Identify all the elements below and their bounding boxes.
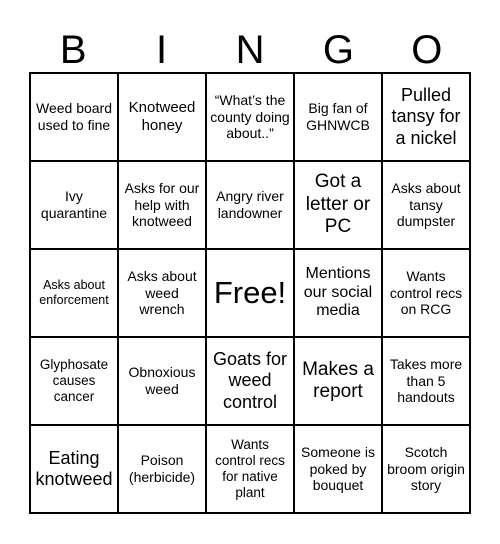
bingo-cell-r2-c4[interactable] <box>294 161 382 249</box>
bingo-cell-r5-c4[interactable] <box>294 425 382 513</box>
bingo-cell-r1-c1[interactable] <box>30 73 118 161</box>
bingo-cell-r3-c1[interactable] <box>30 249 118 337</box>
bingo-cell-r4-c5[interactable] <box>382 337 470 425</box>
bingo-cell-r5-c5[interactable] <box>382 425 470 513</box>
cell-label: “What’s the county doing about..” <box>210 92 290 142</box>
cell-label: Goats for weed control <box>212 349 288 412</box>
bingo-header <box>29 28 471 72</box>
bingo-cell-r3-c5[interactable] <box>382 249 470 337</box>
cell-label: Eating knotweed <box>35 447 113 489</box>
header-letter-n: N <box>235 28 265 72</box>
header-letter-b: B <box>59 28 87 72</box>
cell-label: Big fan of GHNWCB <box>306 100 370 133</box>
free-space-label: Free! <box>213 274 287 310</box>
cell-label: Knotweed honey <box>128 99 196 134</box>
cell-label: Poison (herbicide) <box>128 452 196 485</box>
cell-label: Asks about enforcement <box>39 278 109 307</box>
cell-label: Got a letter or PC <box>305 171 371 238</box>
header-letter-g: G <box>322 28 354 72</box>
bingo-cell-r5-c1[interactable] <box>30 425 118 513</box>
bingo-cell-r1-c5[interactable] <box>382 73 470 161</box>
bingo-cell-r2-c3[interactable] <box>206 161 294 249</box>
cell-label: Scotch broom origin story <box>387 444 465 494</box>
cell-label: Makes a report <box>302 358 374 402</box>
bingo-cell-r5-c3[interactable] <box>206 425 294 513</box>
bingo-cell-r1-c2[interactable] <box>118 73 206 161</box>
bingo-cell-r3-c4[interactable] <box>294 249 382 337</box>
cell-label: Wants control recs for native plant <box>215 437 285 500</box>
cell-label: Ivy quarantine <box>40 188 108 221</box>
cell-label: Angry river landowner <box>216 188 284 221</box>
bingo-cell-r2-c1[interactable] <box>30 161 118 249</box>
cell-label: Pulled tansy for a nickel <box>391 85 461 148</box>
cell-label: Obnoxious weed <box>128 364 196 397</box>
header-letter-i: I <box>156 28 168 72</box>
cell-label: Asks about weed wrench <box>127 268 197 318</box>
bingo-cell-r2-c2[interactable] <box>118 161 206 249</box>
bingo-cell-free-space[interactable] <box>206 249 294 337</box>
cell-label: Glyphosate causes cancer <box>39 357 109 404</box>
cell-label: Takes more than 5 handouts <box>389 356 463 406</box>
bingo-cell-r4-c2[interactable] <box>118 337 206 425</box>
cell-label: Wants control recs on RCG <box>389 268 463 318</box>
cell-label: Weed board used to fine <box>35 100 112 133</box>
cell-label: Someone is poked by bouquet <box>301 444 375 494</box>
bingo-cell-r3-c2[interactable] <box>118 249 206 337</box>
bingo-card-grid <box>29 72 471 514</box>
bingo-cell-r1-c3[interactable] <box>206 73 294 161</box>
bingo-cell-r5-c2[interactable] <box>118 425 206 513</box>
bingo-cell-r4-c1[interactable] <box>30 337 118 425</box>
cell-label: Asks for our help with knotweed <box>124 180 200 230</box>
bingo-cell-r2-c5[interactable] <box>382 161 470 249</box>
bingo-cell-r4-c4[interactable] <box>294 337 382 425</box>
bingo-cell-r1-c4[interactable] <box>294 73 382 161</box>
cell-label: Asks about tansy dumpster <box>391 180 461 230</box>
cell-label: Mentions our social media <box>303 264 373 320</box>
bingo-cell-r4-c3[interactable] <box>206 337 294 425</box>
header-letter-o: O <box>411 28 443 72</box>
